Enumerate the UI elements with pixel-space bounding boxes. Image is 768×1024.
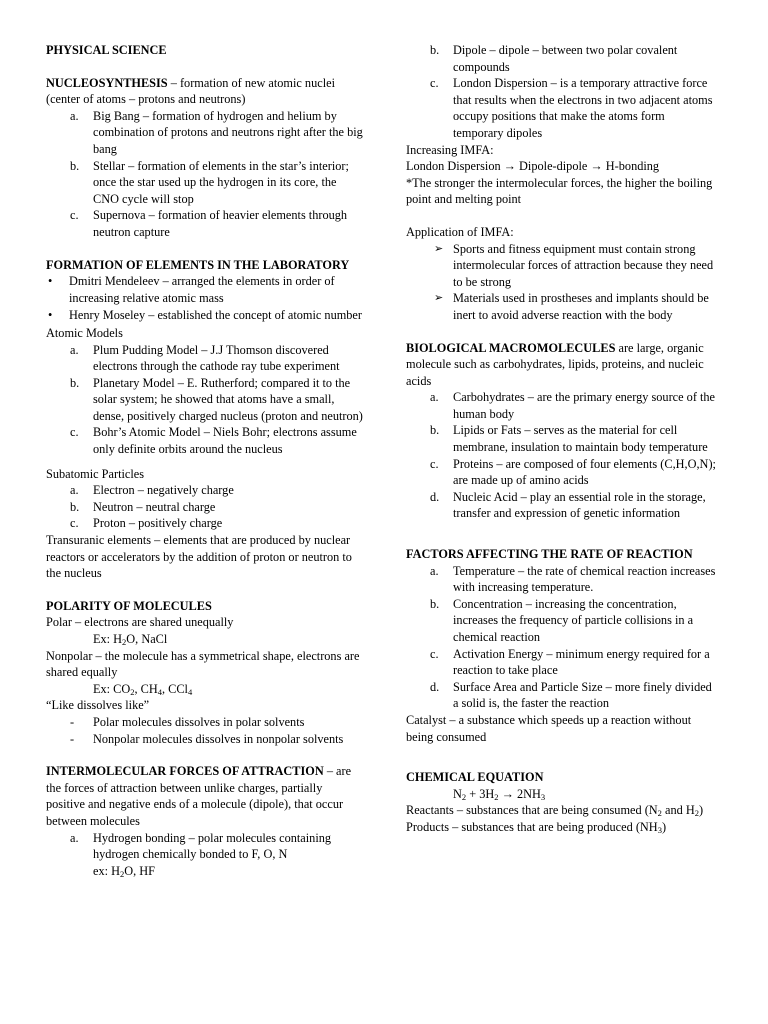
list-item	[406, 679, 718, 712]
list-item	[46, 830, 364, 880]
subatomic-list	[46, 482, 364, 532]
like-dissolves-list	[46, 714, 364, 747]
list-item	[406, 42, 718, 75]
list-item-text: Neutron – neutral charge	[93, 499, 216, 514]
formula-subscript: 2	[657, 808, 662, 819]
list-item-text: Sports and fitness equipment must contain strong intermolecular forces of attraction because they need to be strong	[453, 241, 714, 289]
formula-part: O, NaCl	[126, 632, 168, 646]
application-list	[406, 241, 718, 324]
list-item	[46, 108, 364, 158]
atomic-models-label: Atomic Models	[46, 325, 123, 340]
list-item-text: Carbohydrates – are the primary energy source of the human body	[453, 390, 716, 421]
left-column	[46, 42, 364, 879]
formula-subscript: 3	[657, 824, 662, 835]
equation-heading: CHEMICAL EQUATION	[406, 770, 544, 785]
list-item-text: Activation Energy – minimum energy required for a reaction to take place	[453, 646, 710, 678]
list-marker: c.	[430, 456, 439, 471]
list-marker: c.	[70, 516, 79, 531]
list-marker: a.	[70, 483, 79, 498]
nucleosynthesis-definition: – formation of new atomic nuclei (center of atoms – protons and neutrons)	[46, 75, 335, 107]
list-item-text: Hydrogen bonding – polar molecules containing hydrogen chemically bonded to F, O, N	[93, 830, 332, 862]
polarity-section	[46, 598, 364, 747]
list-item-text: Henry Moseley – established the concept of atomic number	[69, 308, 362, 323]
formula-part: Reactants – substances that are being consumed (N	[406, 803, 658, 818]
formula-subscript: 4	[187, 686, 193, 697]
list-item	[406, 596, 718, 646]
formula-subscript: 2	[694, 808, 699, 819]
imfa-paragraph	[46, 763, 364, 829]
arrow-bullet-icon: ➢	[434, 292, 444, 305]
subatomic-label: Subatomic Particles	[46, 466, 145, 481]
list-item	[46, 731, 364, 748]
list-item-text: Supernova – formation of heavier elements through neutron capture	[93, 208, 348, 239]
equation-section	[406, 769, 718, 835]
transuranic-paragraph: Transuranic elements – elements that are produced by nuclear reactors or accelerators by the addition of proton or neutron to the nucleus	[46, 533, 352, 581]
list-item	[406, 456, 718, 489]
nucleosynthesis-heading: NUCLEOSYNTHESIS	[46, 75, 168, 90]
formation-section	[46, 257, 364, 582]
increasing-imfa-label: Increasing IMFA:	[406, 142, 494, 157]
list-item-text: Lipids or Fats – serves as the material for cell membrane, insulation to maintain body temperature	[453, 423, 708, 455]
page-title: PHYSICAL SCIENCE	[46, 43, 167, 57]
list-marker: b.	[430, 596, 440, 611]
increasing-imfa-order: London Dispersion → Dipole-dipole → H-bonding	[406, 159, 660, 174]
imfa-definition: – are the forces of attraction between unlike charges, partially positive and negative ends of a molecule (dipole), that occur between molecules	[46, 764, 352, 828]
list-item-text: Concentration – increasing the concentration, increases the frequency of particle collisions in a chemical reaction	[453, 596, 694, 644]
list-item-text: Polar molecules dissolves in polar solvents	[93, 714, 305, 729]
formula-part: H	[113, 632, 123, 646]
dash-marker: -	[70, 731, 75, 746]
formula-subscript: 3	[540, 791, 546, 802]
list-item-text: Dipole – dipole – between two polar covalent compounds	[453, 43, 678, 74]
list-item-text: Nucleic Acid – play an essential role in the storage, transfer and expression of genetic information	[453, 489, 706, 521]
list-item-text: Planetary Model – E. Rutherford; compared it to the solar system; he showed that atoms have a small, dense, positively charged nucleus (proton and neutron)	[93, 375, 363, 423]
nucleosynthesis-list	[46, 108, 364, 241]
formula-subscript: 2	[494, 791, 499, 802]
example-prefix: Ex:	[93, 632, 114, 646]
list-item-text: Proteins – are composed of four elements (C,H,O,N); are made up of amino acids	[453, 456, 716, 488]
list-marker: a.	[430, 390, 439, 405]
list-item-text: Proton – positively charge	[93, 516, 223, 531]
bio-paragraph	[406, 340, 718, 390]
list-item	[46, 482, 364, 499]
list-marker: a.	[430, 563, 439, 578]
bio-list	[406, 389, 718, 522]
formula-part: → 2NH	[498, 786, 541, 801]
list-item-text: Big Bang – formation of hydrogen and helium by combination of protons and neutrons right after the big bang	[93, 108, 363, 156]
formation-heading: FORMATION OF ELEMENTS IN THE LABORATORY	[46, 257, 350, 272]
list-item	[406, 389, 718, 422]
formula-subscript: 2	[119, 868, 125, 879]
rate-heading: FACTORS AFFECTING THE RATE OF REACTION	[406, 547, 693, 562]
nucleosynthesis-section	[46, 75, 364, 241]
right-column	[406, 42, 718, 836]
list-item	[46, 158, 364, 208]
nucleosynthesis-paragraph	[46, 75, 364, 108]
imfa-note: *The stronger the intermolecular forces, the higher the boiling point and melting point	[406, 175, 713, 207]
list-item	[46, 207, 364, 240]
list-item	[406, 646, 718, 679]
imfa-heading: INTERMOLECULAR FORCES OF ATTRACTION	[46, 764, 324, 779]
list-item-text: London Dispersion – is a temporary attractive force that results when the electrons in two adjacent atoms occupy positions that make the atoms form temporary dipoles	[453, 76, 713, 140]
formula-subscript: 2	[130, 686, 135, 697]
formula-part: and H	[661, 803, 695, 818]
arrow-bullet-icon: ➢	[434, 242, 444, 255]
polar-definition: Polar – electrons are shared unequally	[46, 615, 234, 630]
formula-subscript: 2	[122, 637, 127, 647]
bullet-marker: •	[48, 308, 53, 323]
formula-part: )	[661, 819, 667, 834]
list-item-text: Surface Area and Particle Size – more finely divided a solid is, the faster the reaction	[453, 679, 712, 711]
list-item-text: Plum Pudding Model – J.J Thomson discovered electrons through the cathode ray tube experiment	[93, 342, 340, 374]
nonpolar-definition: Nonpolar – the molecule has a symmetrical shape, electrons are shared equally	[46, 648, 360, 680]
list-marker: a.	[70, 108, 79, 123]
formula-subscript: 2	[461, 791, 467, 802]
list-item	[46, 515, 364, 532]
list-item	[406, 241, 718, 291]
list-marker: a.	[70, 342, 79, 357]
bio-definition: are large, organic molecule such as carbohydrates, lipids, proteins, and nucleic acids	[406, 340, 704, 388]
formula-part: + 3H	[466, 786, 495, 801]
products-definition	[406, 819, 718, 836]
rate-section	[406, 546, 718, 745]
scientist-list	[46, 273, 364, 324]
imfa-list-part1	[46, 830, 364, 880]
list-marker: d.	[430, 489, 440, 504]
list-marker: d.	[430, 679, 440, 694]
list-item-text: Bohr’s Atomic Model – Niels Bohr; electrons assume only definite orbits around the nucleus	[93, 425, 357, 457]
formula-part: O, HF	[124, 863, 155, 878]
list-item	[46, 714, 364, 731]
list-marker: c.	[70, 208, 79, 223]
formula-part: N	[453, 786, 462, 801]
polar-example	[46, 631, 364, 648]
bullet-marker: •	[48, 274, 53, 289]
list-item	[46, 375, 364, 425]
nonpolar-example	[46, 681, 364, 698]
polarity-heading: POLARITY OF MOLECULES	[46, 598, 212, 613]
list-marker: c.	[70, 425, 79, 440]
chemical-equation	[406, 786, 718, 803]
bio-section	[406, 340, 718, 523]
list-item	[46, 273, 364, 306]
list-item	[406, 422, 718, 455]
list-item	[406, 489, 718, 522]
formula-part: ex: H	[93, 863, 120, 878]
list-item	[46, 342, 364, 375]
atomic-models-list	[46, 342, 364, 458]
list-item-text: Dmitri Mendeleev – arranged the elements in order of increasing relative atomic mass	[69, 274, 335, 305]
formula-subscript: 4	[157, 686, 162, 697]
list-marker: c.	[430, 76, 439, 91]
list-item	[46, 499, 364, 516]
list-marker: b.	[430, 423, 440, 438]
formula-part: , CH	[134, 681, 158, 696]
formula-part: , CCl	[161, 681, 188, 696]
formula-part: Products – substances that are being produced (NH	[406, 819, 658, 834]
list-marker: b.	[430, 43, 440, 57]
catalyst-paragraph: Catalyst – a substance which speeds up a reaction without being consumed	[406, 712, 692, 744]
imfa-list-part2	[406, 42, 718, 142]
list-marker: c.	[430, 646, 439, 661]
imfa-section	[46, 763, 364, 879]
bio-heading: BIOLOGICAL MACROMOLECULES	[406, 340, 616, 355]
formula-part: Ex: CO	[93, 681, 131, 696]
list-marker: b.	[70, 499, 80, 514]
list-item	[406, 75, 718, 141]
list-item	[406, 563, 718, 596]
like-dissolves-like: “Like dissolves like”	[46, 698, 150, 713]
list-item-text: Stellar – formation of elements in the star’s interior; once the star used up the hydrogen in its core, the CNO cycle will stop	[93, 158, 349, 206]
formula-part: )	[698, 803, 704, 818]
application-label: Application of IMFA:	[406, 224, 514, 239]
list-item	[46, 424, 364, 457]
list-item	[46, 307, 364, 324]
list-marker: a.	[70, 830, 79, 845]
list-marker: b.	[70, 158, 80, 173]
rate-list	[406, 563, 718, 712]
list-item-text: Nonpolar molecules dissolves in nonpolar solvents	[93, 731, 344, 746]
dash-marker: -	[70, 714, 75, 729]
list-marker: b.	[70, 375, 80, 390]
list-item-text: Materials used in prostheses and implants should be inert to avoid adverse reaction with the body	[453, 291, 709, 322]
list-item-text: Temperature – the rate of chemical reaction increases with increasing temperature.	[453, 563, 716, 595]
reactants-definition	[406, 802, 718, 819]
list-item	[406, 290, 718, 323]
list-item-text: Electron – negatively charge	[93, 483, 234, 498]
